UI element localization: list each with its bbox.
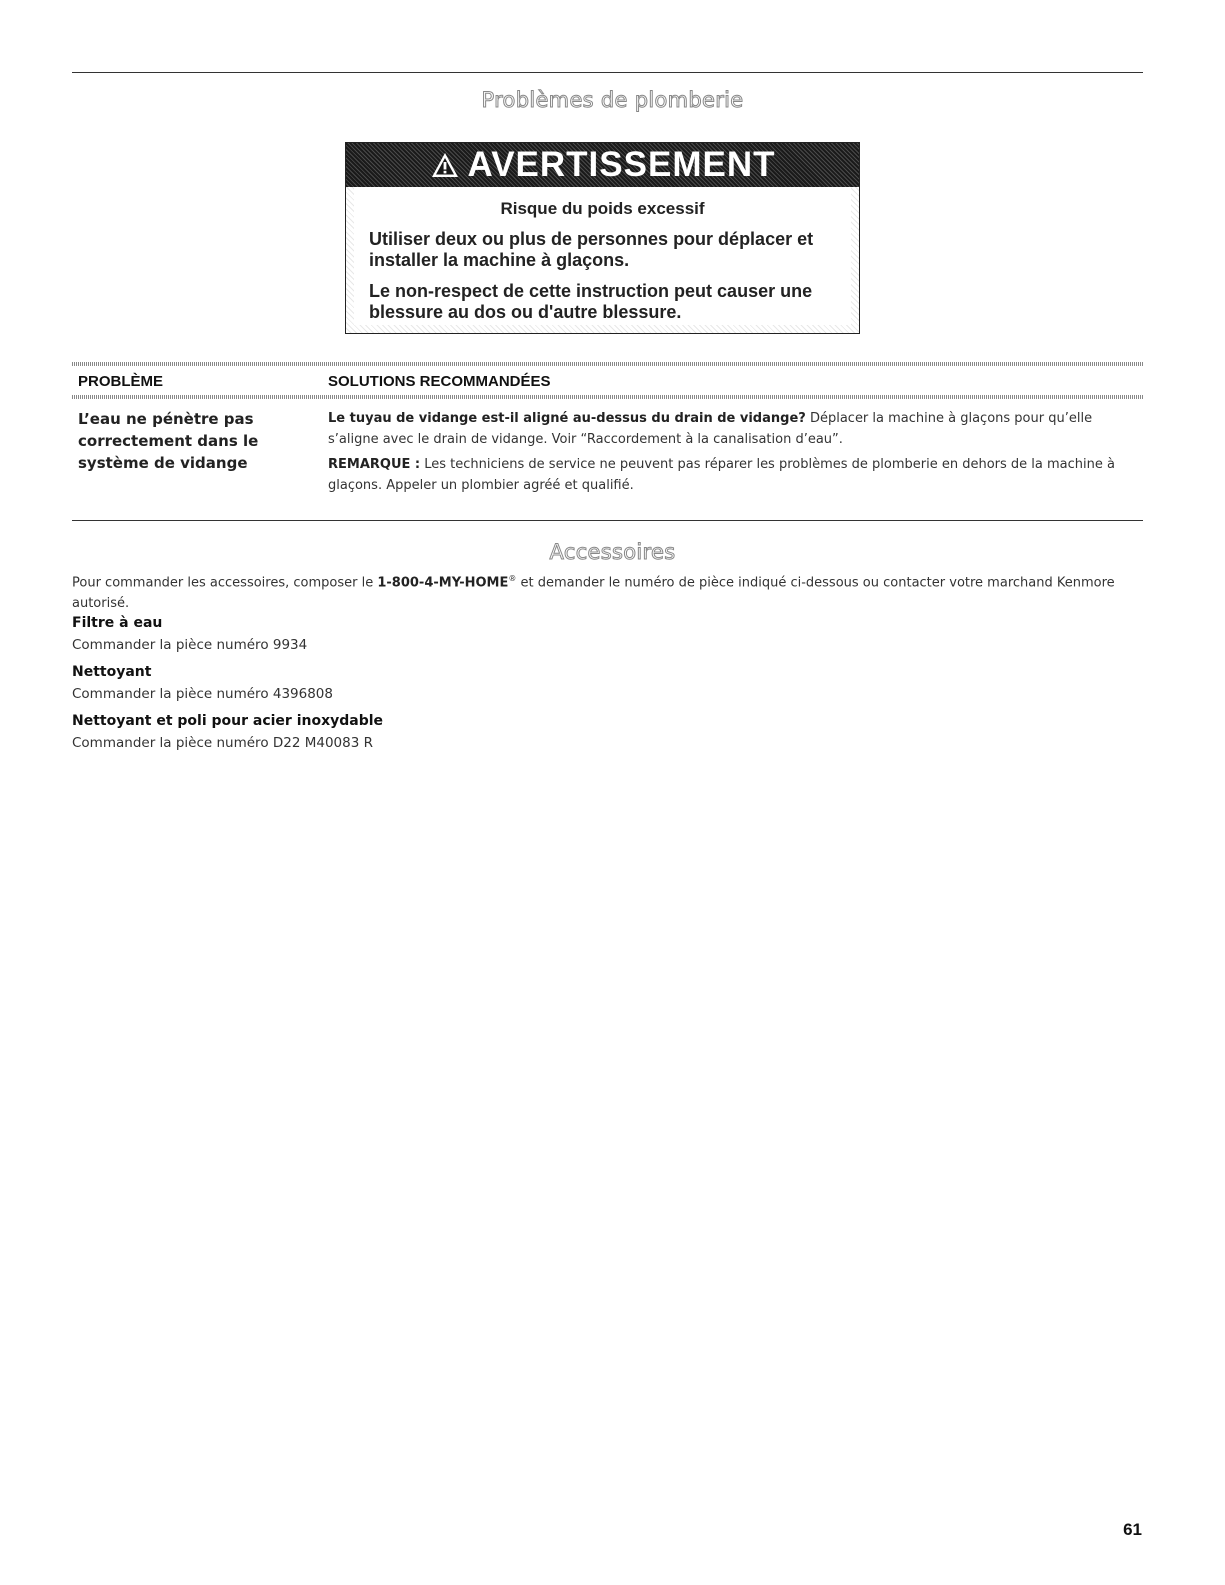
accessories-rule [72,520,1143,521]
phone-number: 1-800-4-MY-HOME [377,575,509,591]
note-lead: REMARQUE : [328,457,421,472]
intro-before: Pour commander les accessoires, composer le [72,575,374,591]
table-top-rule [72,362,1143,366]
accessory-description: Commander la pièce numéro 4396808 [72,686,333,702]
accessory-name: Filtre à eau [72,615,163,631]
table-cell-problem: L’eau ne pénètre pas correctement dans le système de vidange [78,410,259,472]
warning-title: AVERTISSEMENT [467,145,776,184]
warning-body [346,187,859,333]
column-header-problem: PROBLÈME [78,373,164,390]
section-title-accessories: Accessoires [549,540,676,564]
accessories-intro [72,568,1132,614]
page-number: 61 [1123,1520,1142,1539]
accessory-name: Nettoyant et poli pour acier inoxydable [72,713,384,729]
warning-subtitle: Risque du poids excessif [500,199,705,218]
section-title-plumbing: Problèmes de plomberie [481,88,744,112]
warning-box [345,142,860,334]
warning-instruction: Utiliser deux ou plus de personnes pour déplacer et installer la machine à glaçons. [369,229,814,270]
intro-after: et demander le numéro de pièce indiqué ci-dessous ou contacter votre marchand Kenmore autorisé. [72,575,1115,612]
accessory-description: Commander la pièce numéro D22 M40083 R [72,735,373,751]
registered-mark: ® [508,574,517,583]
top-rule [72,72,1143,73]
table-cell-solution [328,408,1138,500]
warning-header [346,143,859,187]
accessory-name: Nettoyant [72,664,152,680]
note-text: Les techniciens de service ne peuvent pas réparer les problèmes de plomberie en dehors de la machine à glaçons. Appeler un plombier agréé et qualifié. [328,457,1115,493]
warning-triangle-icon [430,151,460,179]
column-header-solutions: SOLUTIONS RECOMMANDÉES [328,373,551,390]
accessory-description: Commander la pièce numéro 9934 [72,637,308,653]
solution-lead: Le tuyau de vidange est-il aligné au-dessus du drain de vidange? [328,411,806,426]
solution-text: Déplacer la machine à glaçons pour qu’elle s’aligne avec le drain de vidange. Voir “Raccordement à la canalisation d’eau”. [328,411,1093,447]
solution-paragraph [328,408,1138,450]
note-paragraph [328,454,1138,496]
table-header-rule [72,395,1143,399]
warning-consequence: Le non-respect de cette instruction peut causer une blessure au dos ou d'autre blessure. [369,281,813,322]
